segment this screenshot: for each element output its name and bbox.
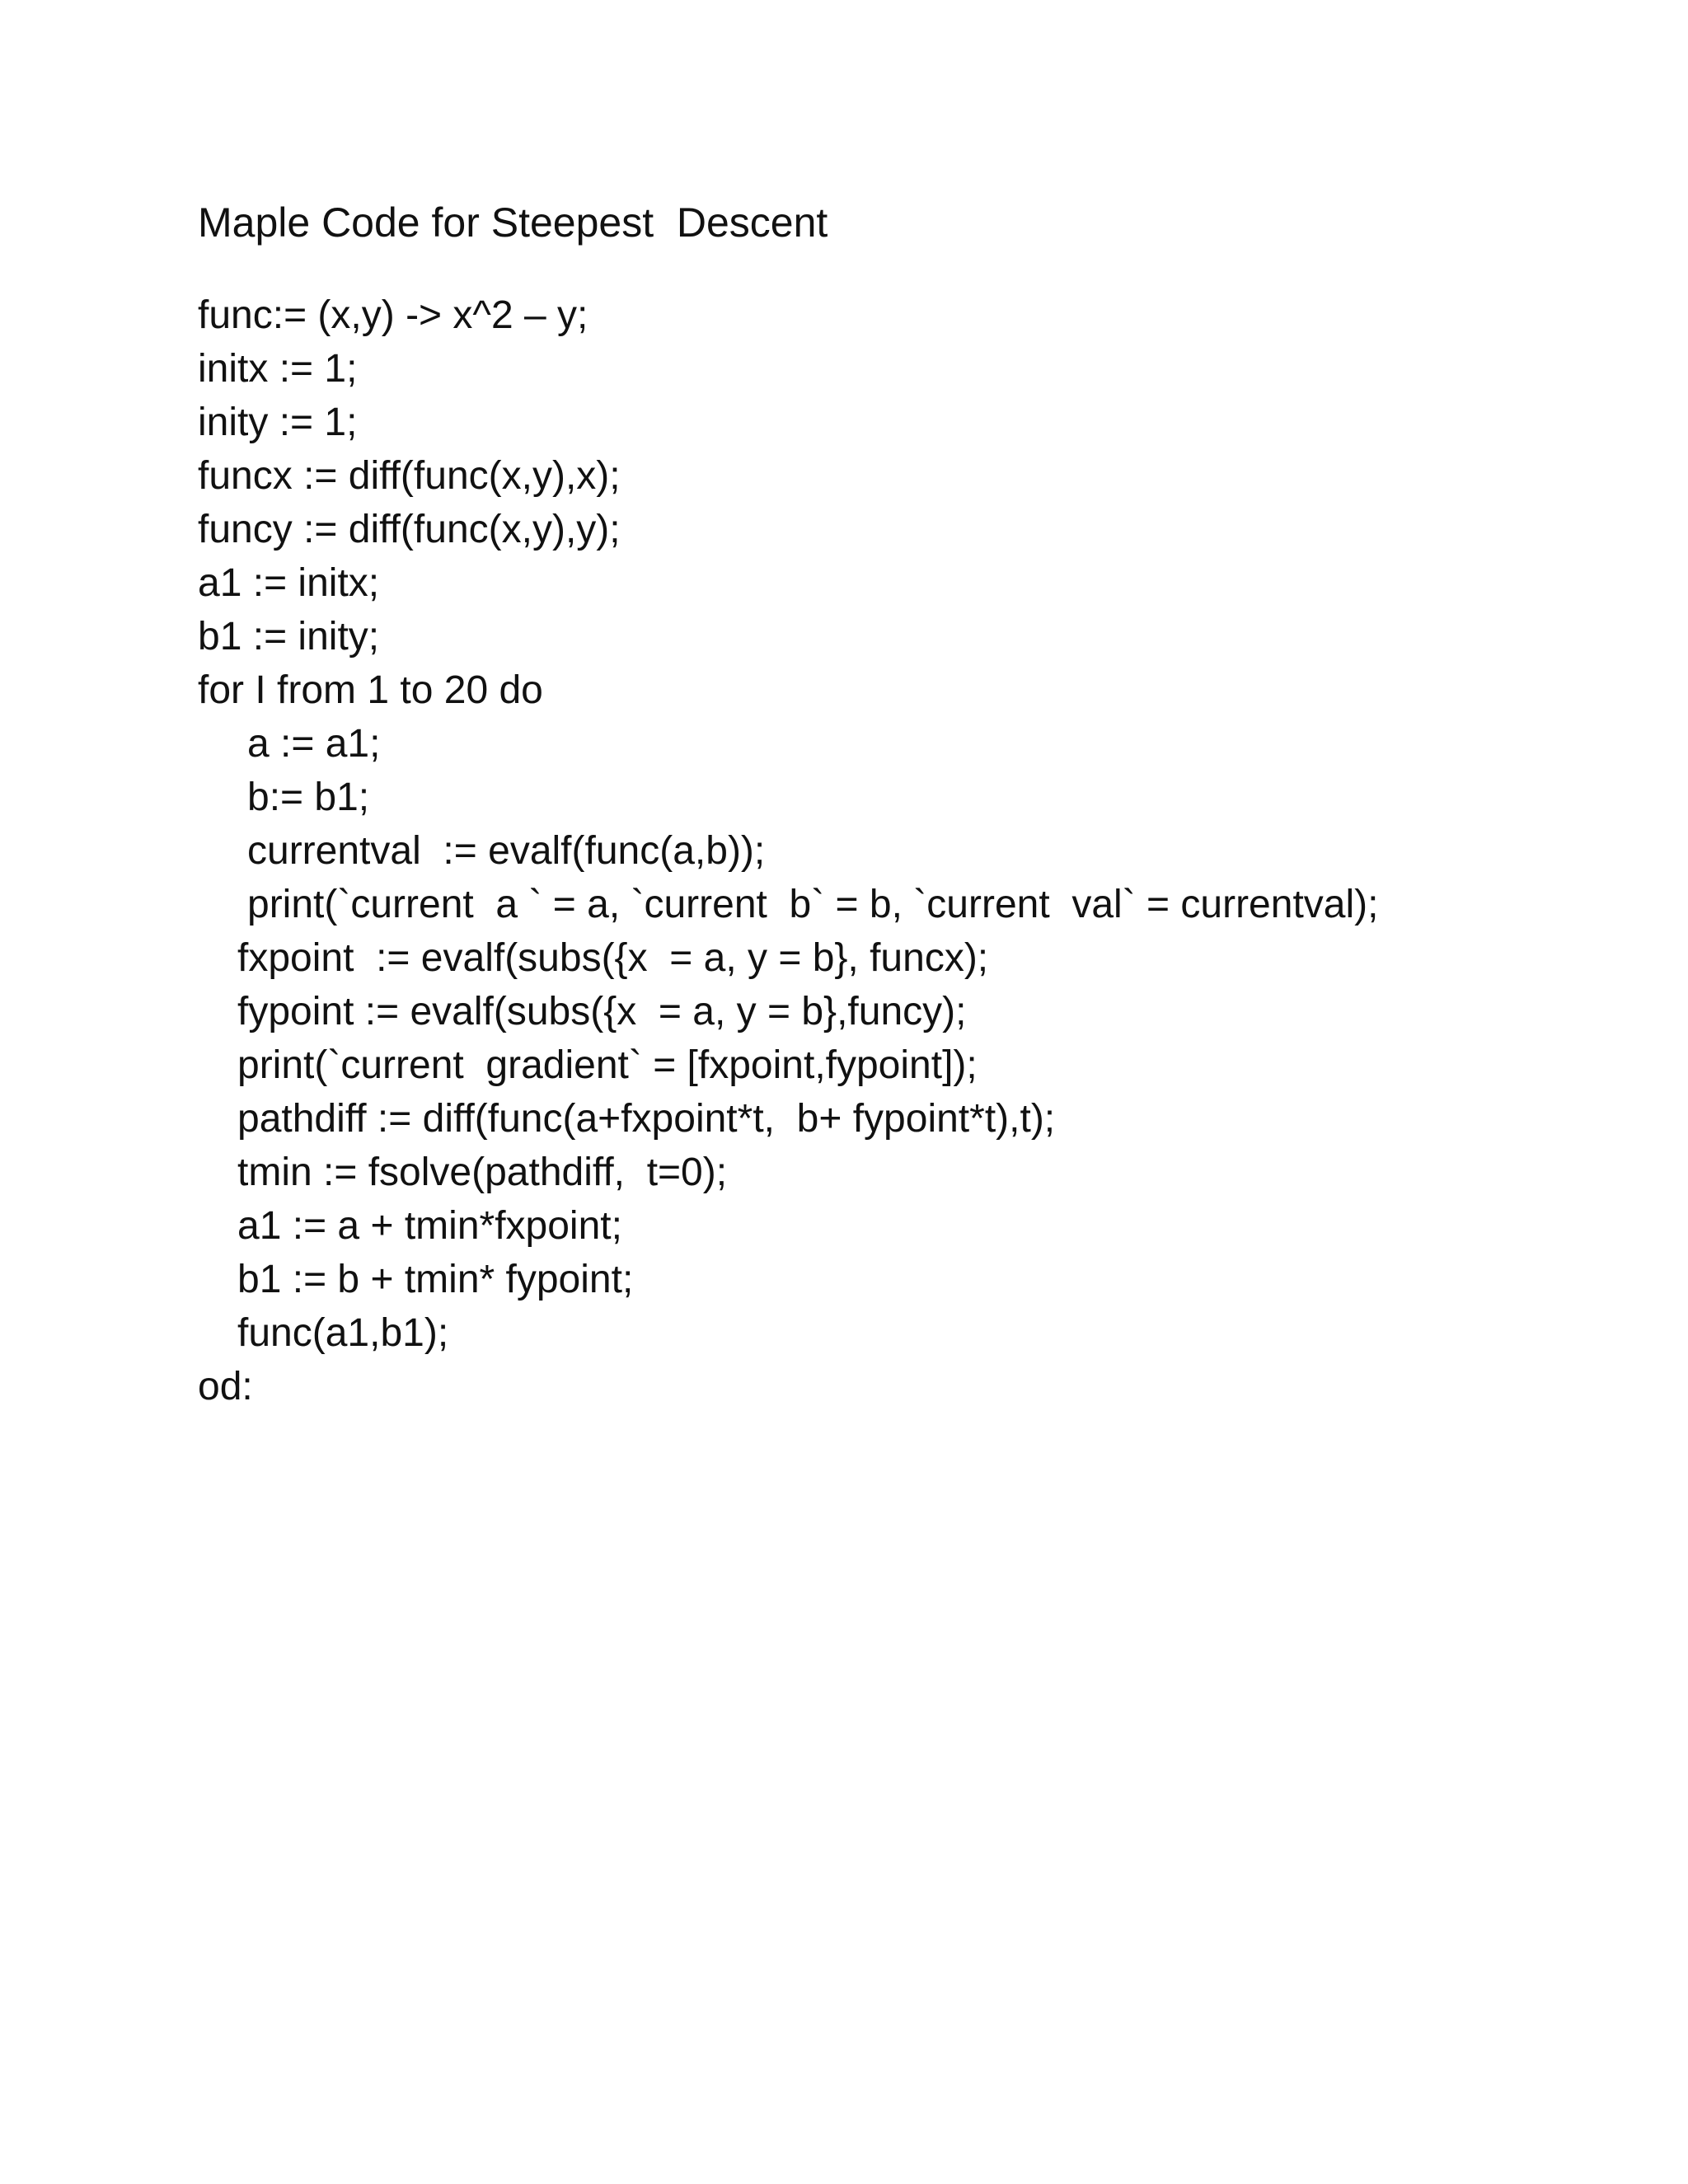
code-line-16: pathdiff := diff(func(a+fxpoint*t, b+ fypoint*t),t);	[237, 1097, 1056, 1141]
code-line-5: funcy := diff(func(x,y),y);	[198, 508, 621, 551]
code-line-11: currentval := evalf(func(a,b));	[247, 829, 766, 873]
maple-code-block	[198, 288, 1599, 1413]
document-title: Maple Code for Steepest Descent	[198, 199, 828, 246]
code-line-1: func:= (x,y) -> x^2 – y;	[198, 293, 588, 337]
code-line-2: initx := 1;	[198, 347, 358, 391]
code-line-15: print(`current gradient` = [fxpoint,fypoint]);	[237, 1043, 978, 1087]
code-line-4: funcx := diff(func(x,y),x);	[198, 454, 621, 498]
code-line-3: inity := 1;	[198, 401, 358, 444]
code-line-9: a := a1;	[247, 722, 381, 766]
code-line-17: tmin := fsolve(pathdiff, t=0);	[237, 1151, 728, 1194]
code-line-21: od:	[198, 1365, 253, 1408]
code-line-13: fxpoint := evalf(subs({x = a, y = b}, funcx);	[237, 936, 989, 980]
code-line-7: b1 := inity;	[198, 615, 380, 658]
code-line-8: for I from 1 to 20 do	[198, 668, 543, 712]
code-line-19: b1 := b + tmin* fypoint;	[237, 1258, 634, 1301]
code-line-20: func(a1,b1);	[237, 1311, 449, 1355]
code-line-6: a1 := initx;	[198, 561, 380, 605]
code-line-14: fypoint := evalf(subs({x = a, y = b},funcy);	[237, 990, 967, 1033]
code-line-18: a1 := a + tmin*fxpoint;	[237, 1204, 622, 1248]
code-line-10: b:= b1;	[247, 776, 370, 819]
code-line-12: print(`current a ` = a, `current b` = b, `current val` = currentval);	[247, 883, 1379, 926]
